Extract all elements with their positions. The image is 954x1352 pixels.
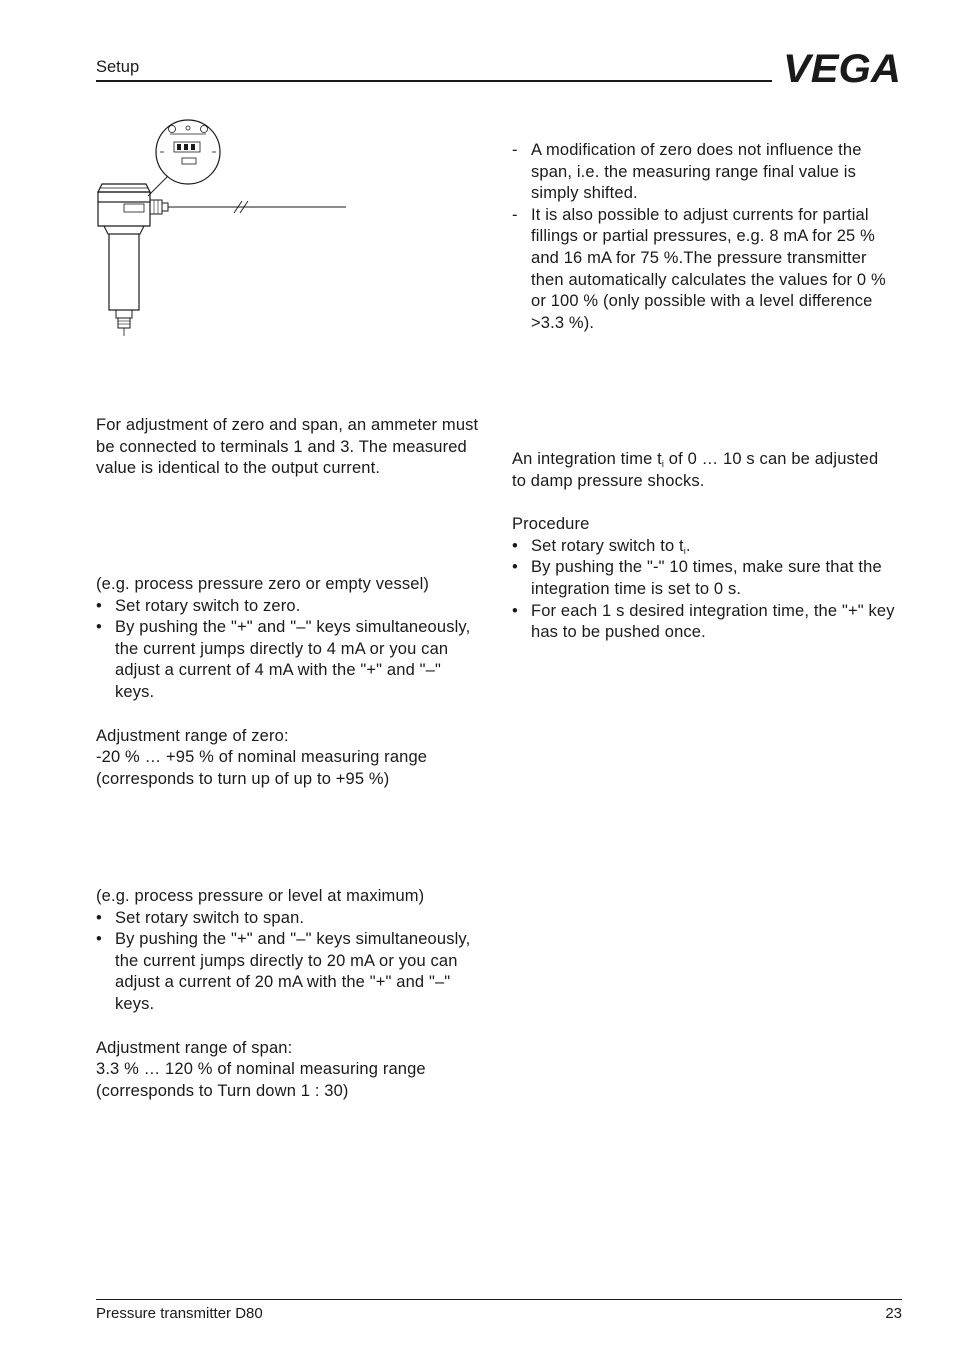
footer-title: Pressure transmitter D80 [96, 1305, 263, 1322]
footer-rule [96, 1299, 902, 1300]
list-item: • By pushing the "-" 10 times, make sure that the integration time is set to 0 s. [512, 557, 896, 600]
integration-text: An integration time $t_i$ of 0 … 10 s can be adjusted to damp pressure shocks. [512, 450, 879, 490]
zero-section [96, 574, 484, 790]
procedure-steps [512, 536, 896, 644]
list-item: • For each 1 s desired integration time, the "+" key has to be pushed once. [512, 601, 896, 644]
zero-steps [96, 596, 484, 704]
header-rule [96, 80, 772, 82]
span-range-note: (corresponds to Turn down 1 : 30) [96, 1081, 349, 1100]
transmitter-illustration [90, 112, 360, 344]
section-title: Setup [96, 58, 140, 76]
ammeter-text: For adjustment of zero and span, an ammeter must be connected to terminals 1 and 3. The measured value is identical to the output current. [96, 416, 479, 478]
span-range-title: Adjustment range of span: [96, 1038, 293, 1057]
notes-list [512, 140, 886, 334]
procedure-title: Procedure [512, 515, 590, 534]
zero-intro: (e.g. process pressure zero or empty vessel) [96, 575, 430, 593]
span-intro: (e.g. process pressure or level at maximum) [96, 887, 425, 905]
list-item: • By pushing the "+" and "–" keys simultaneously, the current jumps directly to 20 mA or you can adjust a current of 20 mA with the "+" and "–" keys. [96, 929, 484, 1015]
svg-text:VEGA: VEGA [783, 50, 901, 86]
vega-logo [782, 50, 902, 86]
page-number: 23 [885, 1305, 902, 1322]
list-item: • Set rotary switch to zero. [96, 596, 484, 618]
ammeter-paragraph [96, 415, 480, 480]
list-item: - A modification of zero does not influence the span, i.e. the measuring range final value is simply shifted. [512, 140, 886, 205]
list-item: - It is also possible to adjust currents for partial fillings or partial pressures, e.g. 8 mA for 25 % and 16 mA for 75 %.The pressure transmitter then automatically calculates the values for 0 % or 100 % (only possible with a level difference >3.3 %). [512, 205, 886, 335]
span-range-value: 3.3 % … 120 % of nominal measuring range [96, 1060, 426, 1079]
zero-range-note: (corresponds to turn up of up to +95 %) [96, 769, 390, 788]
span-section [96, 886, 484, 1102]
span-steps [96, 908, 484, 1016]
zero-range-value: -20 % … +95 % of nominal measuring range [96, 748, 428, 767]
zero-notes [512, 140, 886, 334]
list-item: • Set rotary switch to $t_i$. [512, 536, 896, 558]
zero-range-title: Adjustment range of zero: [96, 726, 289, 745]
integration-section [512, 449, 896, 644]
list-item: • Set rotary switch to span. [96, 908, 484, 930]
list-item: • By pushing the "+" and "–" keys simultaneously, the current jumps directly to 4 mA or you can adjust a current of 4 mA with the "+" and "–" keys. [96, 617, 484, 703]
